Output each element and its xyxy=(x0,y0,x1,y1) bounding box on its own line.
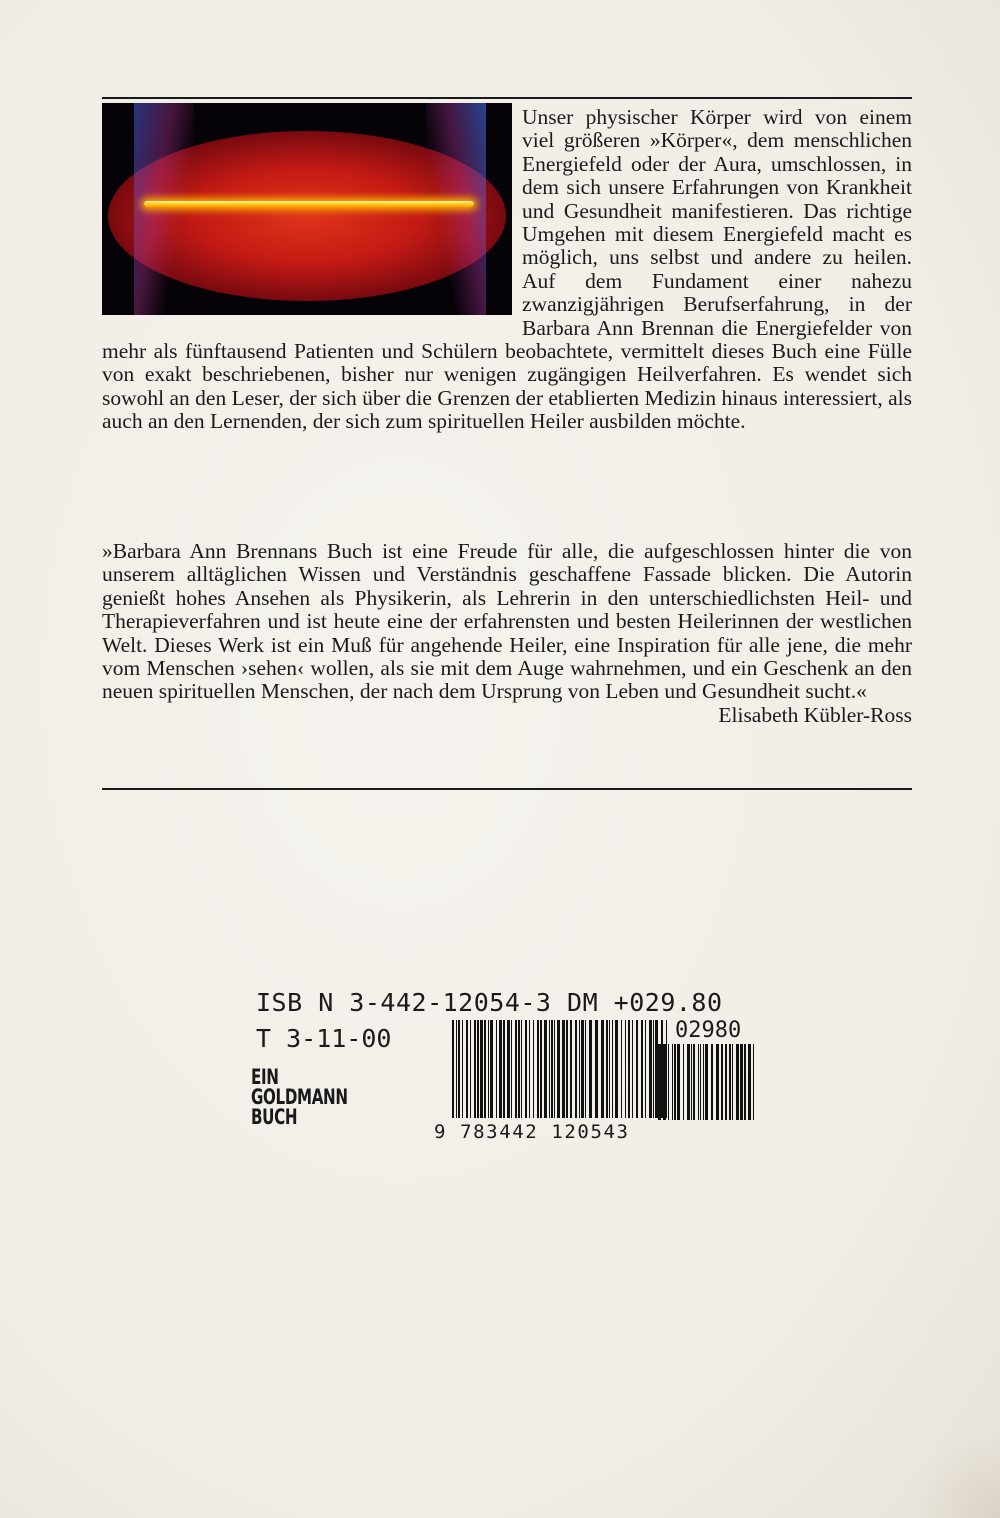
barcode-bar xyxy=(658,1044,661,1120)
barcode-bar xyxy=(533,1020,534,1118)
barcode-bar xyxy=(716,1044,719,1120)
barcode-bar xyxy=(525,1020,527,1118)
light-tube xyxy=(144,201,474,207)
bottom-rule xyxy=(102,788,912,790)
barcode-bar xyxy=(740,1044,743,1120)
barcode-bar xyxy=(711,1044,713,1120)
barcode-bar xyxy=(537,1020,539,1118)
barcode-bar xyxy=(595,1020,598,1118)
barcode-bar xyxy=(579,1020,580,1118)
barcode-bar xyxy=(645,1020,646,1118)
barcode-bar xyxy=(729,1044,731,1120)
barcode-bar xyxy=(625,1020,626,1118)
aura-photo xyxy=(102,103,512,315)
barcode-bar xyxy=(615,1020,618,1118)
barcode-bar xyxy=(641,1020,643,1118)
barcode-bar xyxy=(496,1020,497,1118)
barcode-bar xyxy=(518,1020,520,1118)
barcode-bar xyxy=(703,1044,704,1120)
barcode-bar xyxy=(612,1020,613,1118)
barcode-bar xyxy=(649,1020,652,1118)
barcode-bar xyxy=(705,1044,708,1120)
barcode-bar xyxy=(490,1020,493,1118)
barcode-bar xyxy=(744,1044,746,1120)
barcode-bar xyxy=(687,1044,690,1120)
barcode-bar xyxy=(628,1020,630,1118)
quote-paragraph xyxy=(102,540,912,727)
barcode-bar xyxy=(674,1044,676,1120)
publisher-line-1: EIN xyxy=(251,1065,279,1089)
barcode-bar xyxy=(585,1020,586,1118)
barcode-bar xyxy=(557,1020,560,1118)
barcode-bar xyxy=(698,1044,699,1120)
addon-barcode xyxy=(658,1044,754,1120)
barcode-bar xyxy=(480,1020,483,1118)
barcode-bar xyxy=(693,1044,695,1120)
quote-author: Elisabeth Kübler-Ross xyxy=(718,702,912,727)
barcode-bar xyxy=(721,1044,723,1120)
barcode-bar xyxy=(544,1020,547,1118)
barcode-bar xyxy=(466,1020,468,1118)
right-hand-figure xyxy=(426,103,486,315)
barcode-bar xyxy=(503,1020,505,1118)
barcode-bar xyxy=(636,1020,638,1118)
barcode-bar xyxy=(507,1020,510,1118)
barcode-bar xyxy=(470,1020,471,1118)
barcode-bar xyxy=(736,1044,739,1120)
barcode-bar xyxy=(589,1020,592,1118)
publisher-logo xyxy=(251,1067,348,1127)
barcode-bar xyxy=(562,1020,565,1118)
publisher-line-2: GOLDMANN xyxy=(251,1085,348,1109)
page-corner-wear xyxy=(910,1428,1000,1518)
barcode-bar xyxy=(753,1044,754,1120)
barcode-bar xyxy=(511,1020,512,1118)
left-hand-figure xyxy=(134,103,194,315)
barcode-addon-number: 02980 xyxy=(675,1018,742,1043)
barcode-bar xyxy=(683,1044,684,1120)
barcode-bar xyxy=(575,1020,577,1118)
barcode-bar xyxy=(462,1020,463,1118)
barcode-bar xyxy=(725,1044,727,1120)
quote-text: »Barbara Ann Brennans Buch ist eine Freude für alle, die aufgeschlossen hinter die von unserem alltäglichen Wissen und Verständnis geschaffene Fassade blicken. Die Autorin genießt hohes Ansehen als Physikerin, als Lehrerin in den unterschiedlichsten Heil- und Therapieverfahren und ist heute eine der erfahrensten und besten Heilerinnen der westlichen Welt. Dieses Werk ist ein Muß für angehende Heiler, eine Inspiration für alle jene, die mehr vom Menschen ›sehen‹ wollen, als sie mit dem Auge wahrnehmen, und ein Geschenk an den neuen spirituellen Menschen, der nach dem Ursprung von Leben und Gesundheit sucht.« xyxy=(102,539,912,704)
barcode-bar xyxy=(566,1020,568,1118)
barcode-bar xyxy=(609,1020,610,1118)
t-code: T 3-11-00 xyxy=(256,1024,392,1053)
barcode-bar xyxy=(606,1020,608,1118)
barcode-bar xyxy=(474,1020,476,1118)
barcode-bar xyxy=(540,1020,542,1118)
barcode-bar xyxy=(632,1020,633,1118)
barcode-bar xyxy=(581,1020,584,1118)
publisher-line-3: BUCH xyxy=(251,1105,298,1129)
barcode-bar xyxy=(551,1020,553,1118)
barcode-bar xyxy=(549,1020,550,1118)
barcode-bar xyxy=(653,1020,654,1118)
top-rule xyxy=(102,97,912,99)
barcode-bar xyxy=(499,1020,502,1118)
barcode-bar xyxy=(554,1020,555,1118)
barcode-bar xyxy=(691,1044,692,1120)
barcode-bar xyxy=(515,1020,517,1118)
barcode-bar xyxy=(521,1020,522,1118)
ean-digits: 9 783442 120543 xyxy=(434,1121,630,1143)
barcode-bar xyxy=(748,1044,751,1120)
barcode-bar xyxy=(601,1020,604,1118)
barcode-bar xyxy=(668,1044,669,1120)
barcode-bar xyxy=(672,1044,673,1120)
barcode-bar xyxy=(621,1020,622,1118)
barcode-bar xyxy=(488,1020,489,1118)
barcode-bar xyxy=(570,1020,572,1118)
barcode-bar xyxy=(458,1020,460,1118)
barcode-bar xyxy=(452,1020,454,1118)
barcode-bar xyxy=(732,1044,733,1120)
barcode-bar xyxy=(677,1044,680,1120)
barcode-bar xyxy=(484,1020,486,1118)
description-text: Unser physischer Körper wird von einem viel größeren »Körper«, dem menschlichen Energiefeld oder der Aura, umschlossen, in dem sich unsere Erfahrungen von Krankheit und Gesundheit manifestieren. Das richtige Umgehen mit diesem Energiefeld macht es möglich, uns selbst und andere zu heilen. Auf dem Fundament einer nahezu zwanzigjährigen Berufserfahrung, in der Barbara Ann Brennan die Energiefelder von mehr als fünftausend Patienten und Schülern beobachtete, vermittelt dieses Buch eine Fülle von exakt beschriebenen, bisher nur wenigen zugängigen Heilverfahren. Es wendet sich sowohl an den Leser, der sich über die Grenzen der etablierten Medizin hinaus interessiert, als auch an den Lernenden, der sich zum spirituellen Heiler ausbilden möchte. xyxy=(102,105,912,434)
barcode-bar xyxy=(477,1020,479,1118)
ean-barcode xyxy=(452,1020,670,1118)
isbn-price-line: ISB N 3-442-12054-3 DM +029.80 xyxy=(256,988,723,1017)
barcode-bar xyxy=(456,1020,457,1118)
barcode-bar xyxy=(663,1044,666,1120)
barcode-bar xyxy=(529,1020,530,1118)
barcode-bar xyxy=(700,1044,701,1120)
